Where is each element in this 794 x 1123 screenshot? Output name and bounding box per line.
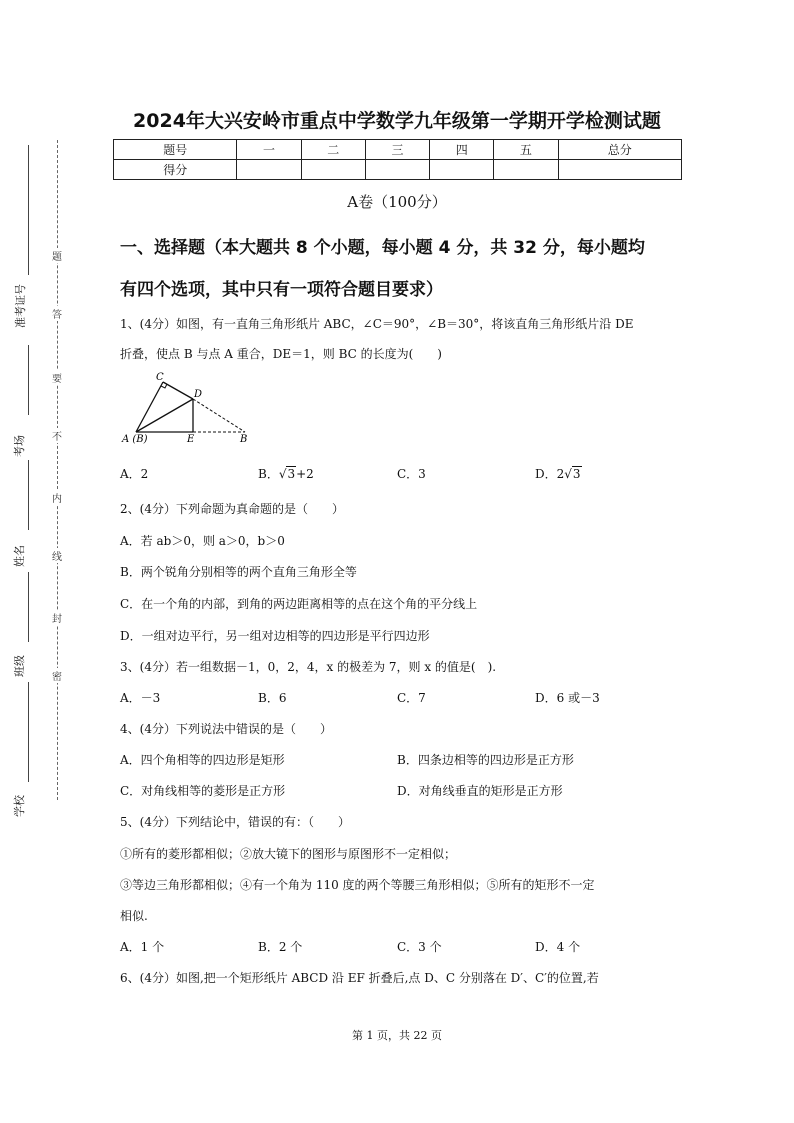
figure-label-b: B [240,434,248,444]
option-d-prefix: D．2 [535,467,565,481]
question-3-option-d[interactable]: D．6 或－3 [535,691,600,705]
question-4-option-d[interactable]: D．对角线垂直的矩形是正方形 [397,784,563,798]
question-5-option-c[interactable]: C．3 个 [397,940,442,954]
figure-label-a: A (B) [122,434,148,444]
score-header-cell: 总分 [558,140,681,160]
score-cell [365,160,429,180]
figure-label-d: D [194,389,203,400]
question-5-stem: 5、(4分）下列结论中，错误的有：（ ） [120,815,350,829]
side-label-ticket: 准考证号 [14,284,27,328]
score-row-label: 得分 [114,160,237,180]
question-3-stem: 3、(4分）若一组数据－1，0，2，4，x 的极差为 7，则 x 的值是( ). [120,660,497,674]
side-field-line [28,682,30,782]
side-label-school: 学校 [13,795,26,817]
seal-char: 内 [51,490,63,505]
seal-char: 封 [51,610,63,625]
score-header-cell: 四 [430,140,494,160]
part-heading-line2: 有四个选项，其中只有一项符合题目要求） [120,280,443,300]
seal-char: 题 [51,248,63,263]
question-1-option-b[interactable] [258,465,314,482]
score-header-cell: 三 [365,140,429,160]
part-heading-line1: 一、选择题（本大题共 8 个小题，每小题 4 分，共 32 分，每小题均 [120,238,645,258]
side-label-room: 考场 [13,435,26,457]
score-cell [237,160,301,180]
option-b-radicand: 3 [287,467,296,481]
score-header-cell: 五 [494,140,558,160]
sqrt-sign: √ [278,467,287,481]
seal-char: 要 [51,370,63,385]
question-1-option-d[interactable] [535,465,582,482]
score-cell [494,160,558,180]
page-footer: 第 1 页，共 22 页 [352,1029,442,1042]
question-2-option-c[interactable]: C．在一个角的内部，到角的两边距离相等的点在这个角的平分线上 [120,597,478,611]
seal-char: 线 [51,548,63,563]
page-title: 2024年大兴安岭市重点中学数学九年级第一学期开学检测试题 [133,110,661,132]
section-heading: A卷（100分） [347,193,447,211]
question-1-option-a[interactable]: A．2 [120,467,149,481]
option-d-radicand: 3 [572,467,581,481]
question-2-option-b[interactable]: B．两个锐角分别相等的两个直角三角形全等 [120,565,357,579]
question-3-option-a[interactable]: A．－3 [120,691,161,705]
question-5-statement: 相似. [120,909,148,923]
question-3-option-c[interactable]: C．7 [397,691,426,705]
option-b-suffix: +2 [296,467,314,481]
seal-char: 答 [51,306,63,321]
score-header-cell: 一 [237,140,301,160]
question-2-option-d[interactable]: D．一组对边平行，另一组对边相等的四边形是平行四边形 [120,629,430,643]
side-label-name: 姓名 [13,545,26,567]
triangle-figure [118,372,258,444]
seal-char: 密 [51,668,63,683]
question-1-stem: 1、(4分）如图，有一直角三角形纸片 ABC，∠C＝90°，∠B＝30°，将该直角三角形纸片沿 DE [120,317,634,331]
side-label-class: 班级 [13,655,26,677]
binding-dotted-line [57,140,58,800]
question-4-option-b[interactable]: B．四条边相等的四边形是正方形 [397,753,574,767]
question-4-stem: 4、(4分）下列说法中错误的是（ ） [120,722,332,736]
question-4-option-c[interactable]: C．对角线相等的菱形是正方形 [120,784,286,798]
question-5-option-a[interactable]: A．1 个 [120,940,165,954]
question-1-stem-cont: 折叠，使点 B 与点 A 重合，DE＝1，则 BC 的长度为( ) [120,347,442,361]
figure-label-e: E [187,434,195,444]
side-field-line [28,345,30,415]
question-2-option-a[interactable]: A．若 ab＞0，则 a＞0，b＞0 [120,534,285,548]
score-table [113,139,682,180]
seal-char: 不 [51,428,63,443]
score-cell [301,160,365,180]
side-field-line [28,460,30,530]
question-4-option-a[interactable]: A．四个角相等的四边形是矩形 [120,753,285,767]
question-5-option-b[interactable]: B．2 个 [258,940,303,954]
figure-label-c: C [156,372,164,383]
score-table-score-row [114,160,682,180]
score-cell [430,160,494,180]
score-cell [558,160,681,180]
score-header-cell: 二 [301,140,365,160]
question-6-stem: 6、(4分）如图,把一个矩形纸片 ABCD 沿 EF 折叠后,点 D、C 分别落在 D′、C′的位置,若 [120,971,599,985]
question-3-option-b[interactable]: B．6 [258,691,287,705]
option-b-prefix: B． [258,467,279,481]
score-header-cell: 题号 [114,140,237,160]
question-5-statement: ③等边三角形都相似；④有一个角为 110 度的两个等腰三角形相似；⑤所有的矩形不一定 [120,878,595,892]
question-1-option-c[interactable]: C．3 [397,467,426,481]
question-2-stem: 2、(4分）下列命题为真命题的是（ ） [120,502,344,516]
side-field-line [28,572,30,642]
question-5-option-d[interactable]: D．4 个 [535,940,581,954]
sqrt-sign: √ [564,467,572,481]
score-table-header-row [114,140,682,160]
question-5-statement: ①所有的菱形都相似；②放大镜下的图形与原图形不一定相似； [120,847,457,861]
